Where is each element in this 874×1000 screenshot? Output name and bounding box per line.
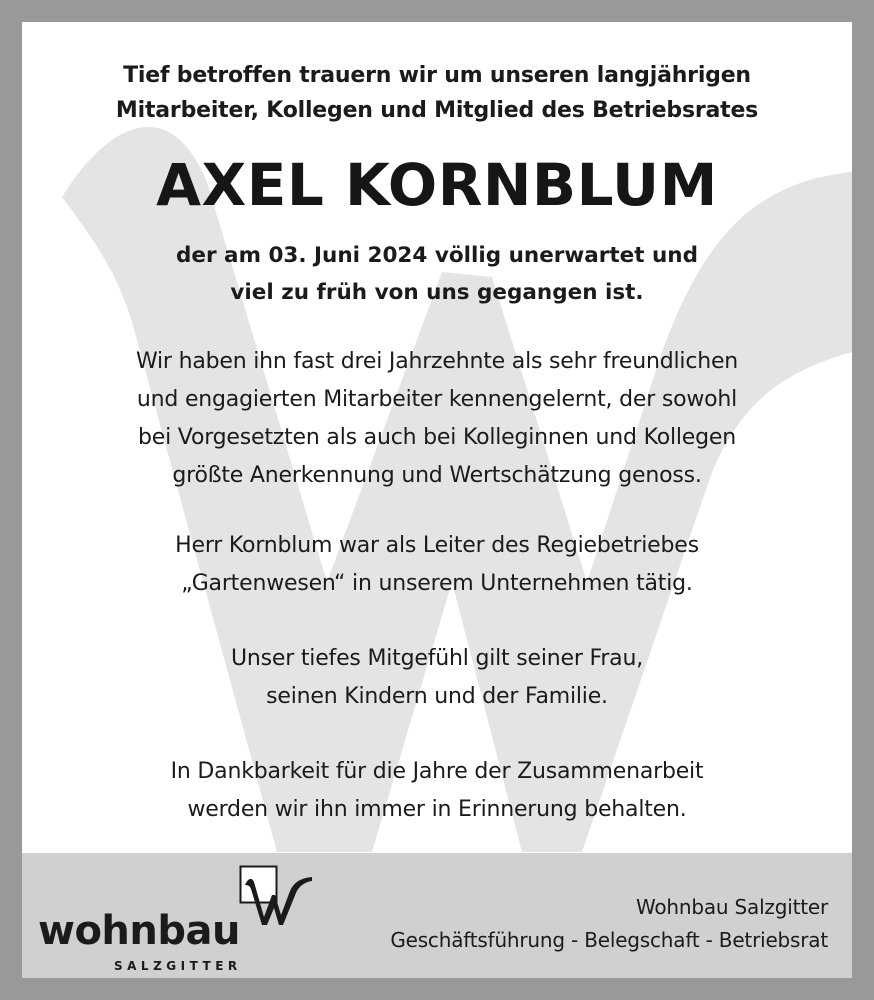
death-line: der am 03. Juni 2024 völlig unerwartet und bbox=[176, 243, 698, 268]
death-notice bbox=[22, 237, 852, 311]
sender-block bbox=[390, 891, 828, 957]
paragraph-line: größte Anerkennung und Wertschätzung genoss. bbox=[172, 463, 702, 488]
sender-company: Wohnbau Salzgitter bbox=[635, 895, 828, 919]
wohnbau-w-logo-icon bbox=[239, 865, 319, 927]
paragraph-line: werden wir ihn immer in Erinnerung behalten. bbox=[187, 797, 687, 822]
intro-text bbox=[22, 58, 852, 128]
paragraph-line: „Gartenwesen“ in unserem Unternehmen tätig. bbox=[181, 571, 693, 596]
deceased-name: AXEL KORNBLUM bbox=[156, 151, 718, 219]
sender-departments: Geschäftsführung - Belegschaft - Betriebsrat bbox=[390, 928, 828, 952]
obituary-card bbox=[22, 22, 852, 978]
paragraph-line: seinen Kindern und der Familie. bbox=[266, 684, 608, 709]
intro-line: Mitarbeiter, Kollegen und Mitglied des Betriebsrates bbox=[115, 98, 759, 123]
logo-wordmark: wohnbau bbox=[38, 908, 240, 954]
footer-band bbox=[22, 853, 852, 978]
paragraph-line: bei Vorgesetzten als auch bei Kolleginnen und Kollegen bbox=[138, 425, 736, 450]
paragraph-condolence bbox=[22, 640, 852, 716]
paragraph-line: In Dankbarkeit für die Jahre der Zusammenarbeit bbox=[170, 759, 704, 784]
paragraph-line: Unser tiefes Mitgefühl gilt seiner Frau, bbox=[231, 646, 643, 671]
intro-line: Tief betroffen trauern wir um unseren langjährigen bbox=[123, 63, 751, 88]
paragraph-line: und engagierten Mitarbeiter kennengelernt, der sowohl bbox=[136, 387, 738, 412]
logo-subtitle: SALZGITTER bbox=[114, 959, 242, 973]
paragraph-gratitude bbox=[22, 753, 852, 829]
paragraph-tribute bbox=[22, 343, 852, 495]
paragraph-line: Herr Kornblum war als Leiter des Regiebetriebes bbox=[175, 533, 699, 558]
paragraph-role bbox=[22, 527, 852, 603]
paragraph-line: Wir haben ihn fast drei Jahrzehnte als sehr freundlichen bbox=[135, 349, 739, 374]
death-line: viel zu früh von uns gegangen ist. bbox=[230, 280, 644, 305]
